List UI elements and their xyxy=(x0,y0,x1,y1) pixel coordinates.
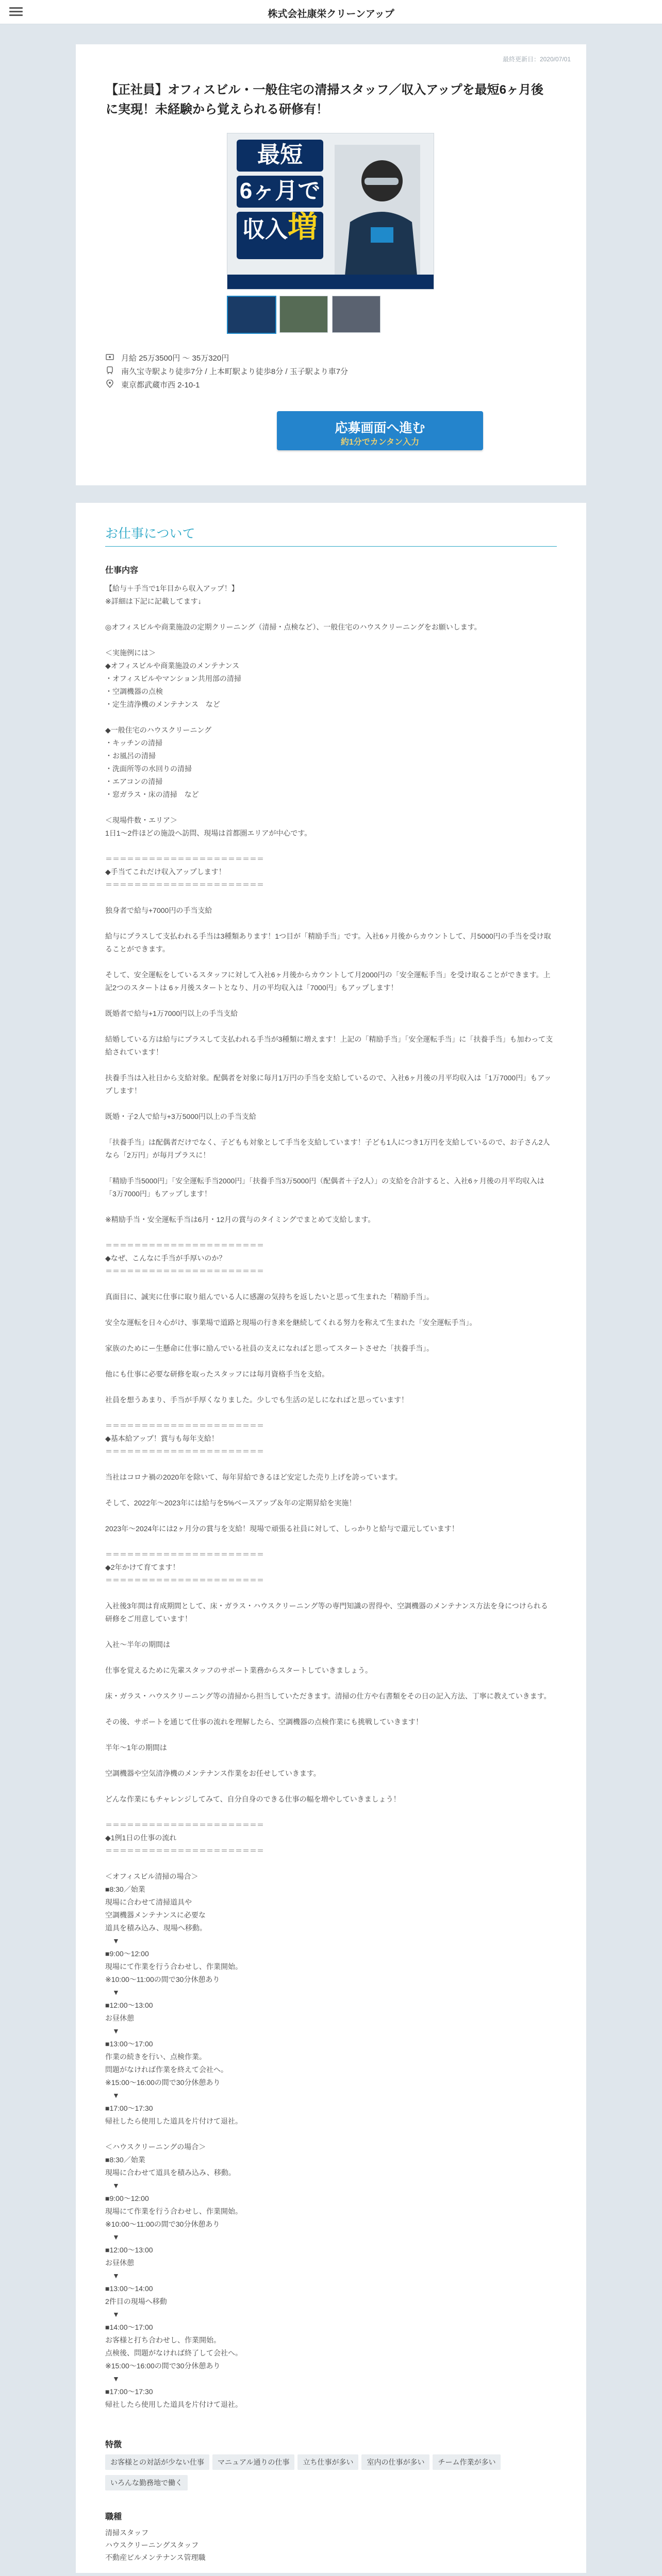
description-paragraph: 真面目に、誠実に仕事に取り組んでいる人に感謝の気持ちを返したいと思って生まれた「精励手当」。 xyxy=(105,1293,434,1301)
paragraph-gap xyxy=(105,1625,554,1638)
feature-tag: いろんな勤務地で働く xyxy=(105,2475,188,2490)
content-heading: 仕事内容 xyxy=(105,566,139,575)
paragraph-gap xyxy=(105,1780,554,1793)
paragraph-gap xyxy=(105,711,554,724)
thumbnail-2[interactable] xyxy=(279,296,328,333)
description-paragraph: 入社～半年の期間は xyxy=(105,1640,170,1649)
description-paragraph: 「精励手当5000円」「安全運転手当2000円」「扶養手当3万5000円（配偶者＋子2人）」の支給を合計すると、入社6ヶ月後の月平均収入は「3万7000円」もアップします！ xyxy=(105,1177,544,1198)
worker-illustration xyxy=(335,145,420,276)
description-paragraph: その後、サポートを通じて仕事の流れを理解したら、空調機器の点検作業にも挑戦していきます！ xyxy=(105,1718,423,1726)
feature-tag: チーム作業が多い xyxy=(433,2454,501,2470)
paragraph-gap xyxy=(105,1303,554,1316)
description-paragraph: 給与にプラスして支払われる手当は3種類あります！1つ目が「精励手当」です。入社6ヶ月後からカウントして、月5000円の手当を受け取ることができます。 xyxy=(105,932,551,953)
paragraph-gap xyxy=(105,1278,554,1291)
description-paragraph: ＜オフィスビル清掃の場合＞ ■8:30／始業 現場に合わせて清掃道具や 空調機器メンテナンスに必要な 道具を積み込み、現場へ移動。 ▼ ■9:00～12:00 現場にて作業を行う合わせし、作業開始。 ※10:00～11:00の間で30分休憩あり ▼ ■12:00～13:00 お昼休憩 ▼ ■13:00～17:00 作業の続きを行い、点検作業。 問題がなければ作業を終えて会社へ。 ※15:00～16:00の間で30分休憩あり ▼ ■17:00～17:30 帰社したら使用した道具を片付けて退社。 xyxy=(105,1872,242,2125)
thumbnail-3[interactable] xyxy=(332,296,380,333)
paragraph-gap xyxy=(105,1728,554,1741)
work-section xyxy=(76,503,586,2573)
updated-date: 最終更新日：2020/07/01 xyxy=(502,56,571,63)
paragraph-gap xyxy=(105,1329,554,1342)
job-title: 【正社員】オフィスビル・一般住宅の清掃スタッフ／収入アップを最短6ヶ月後に実現！未経験から覚えられる研修有！ xyxy=(106,83,544,116)
description-paragraph: 既婚・子2人で給与+3万5000円以上の手当支給 xyxy=(105,1112,256,1121)
description-paragraph: 【給与＋手当で1年目から収入アップ！】 ※詳細は下記に記載してます↓ xyxy=(105,584,239,605)
paragraph-gap xyxy=(105,840,554,853)
hero-image[interactable] xyxy=(227,133,434,290)
hero-caption-bar xyxy=(227,275,434,289)
description-paragraph: ＝＝＝＝＝＝＝＝＝＝＝＝＝＝＝＝＝＝＝＝＝＝ ◆2年かけて育てます！ ＝＝＝＝＝＝＝＝＝＝＝＝＝＝＝＝＝＝＝＝＝＝ xyxy=(105,1550,264,1584)
description-paragraph: ＜現場件数・エリア＞ 1日1～2件ほどの施設へ訪問、現場は首都圏エリアが中心です。 xyxy=(105,816,312,837)
paragraph-gap xyxy=(105,917,554,930)
description-paragraph: ＜実施例には＞ ◆オフィスビルや商業施設のメンテナンス ・オフィスビルやマンション共用部の清掃 ・空調機器の点検 ・定生清浄機のメンテナンス など xyxy=(105,649,241,708)
paragraph-gap xyxy=(105,1059,554,1072)
description-paragraph: どんな作業にもチャレンジしてみて、自分自身のできる仕事の幅を増やしていきましょう！ xyxy=(105,1795,401,1803)
description-paragraph: ◎オフィスビルや商業施設の定期クリーニング（清掃・点検など）、一般住宅のハウスクリーニングをお願いします。 xyxy=(105,623,482,631)
description-paragraph: 家族のためにー生懸命に仕事に励んでいる社員の支えになればと思ってスタートさせた「扶養手当」。 xyxy=(105,1344,434,1352)
paragraph-gap xyxy=(105,891,554,904)
description-paragraph: ※精励手当・安全運転手当は6月・12月の賞与のタイミングでまとめて支給します。 xyxy=(105,1215,375,1224)
feature-tag: 立ち仕事が多い xyxy=(297,2454,358,2470)
description-paragraph: ＝＝＝＝＝＝＝＝＝＝＝＝＝＝＝＝＝＝＝＝＝＝ ◆基本給アップ！賞与も毎年支給！ ＝＝＝＝＝＝＝＝＝＝＝＝＝＝＝＝＝＝＝＝＝＝ xyxy=(105,1421,264,1455)
hero-text-1: 最短 xyxy=(237,140,323,172)
description-paragraph: 2023年～2024年には2ヶ月分の賞与を支給！現場で頑張る社員に対して、しっかりと給与で還元しています！ xyxy=(105,1524,459,1533)
paragraph-gap xyxy=(105,801,554,814)
description-paragraph: 安全な運転を日々心がけ、事業場で道路と現場の行き来を継続してくれる努力を称えて生まれた「安全運転手当」。 xyxy=(105,1318,477,1327)
description-paragraph: ＜ハウスクリーニングの場合＞ ■8:30／始業 現場に合わせて道具を積み込み、移動。 ▼ ■9:00～12:00 現場にて作業を行う合わせし、作業開始。 ※10:00～11:00の間で30分休憩あり ▼ ■12:00～13:00 お昼休憩 ▼ ■13:00～14:00 2件目の現場へ移動 ▼ ■14:00～17:00 お客様と打ち合わせし、作業開始。 点検後、問題がなければ終了して会社へ。 ※15:00～16:00の間で30分休憩あり ▼ ■17:00～17:30 帰社したら使用した道具を片付けて退社。 xyxy=(105,2143,242,2409)
paragraph-gap xyxy=(105,1406,554,1419)
description-paragraph: 社員を想うあまり、手当が手厚くなりました。少しでも生活の足しになればと思っています！ xyxy=(105,1396,408,1404)
description-paragraph: 「扶養手当」は配偶者だけでなく、子どもも対象として手当を支給しています！子ども1人につき1万円を支給しているので、お子さん2人なら「2万円」が毎月プラスに！ xyxy=(105,1138,550,1159)
paragraph-gap xyxy=(105,1458,554,1471)
map-pin-icon xyxy=(106,380,114,388)
jobtype-list: 清掃スタッフ ハウスクリーニングスタッフ 不動産ビルメンテナンス管理職 xyxy=(105,2529,206,2562)
apply-button[interactable] xyxy=(277,411,483,450)
description-paragraph: ＝＝＝＝＝＝＝＝＝＝＝＝＝＝＝＝＝＝＝＝＝＝ ◆なぜ、こんなに手当が手厚いのか？ ＝＝＝＝＝＝＝＝＝＝＝＝＝＝＝＝＝＝＝＝＝＝ xyxy=(105,1241,264,1275)
paragraph-gap xyxy=(105,1020,554,1033)
description-paragraph: ＝＝＝＝＝＝＝＝＝＝＝＝＝＝＝＝＝＝＝＝＝＝ ◆手当てこれだけ収入アップします！ ＝＝＝＝＝＝＝＝＝＝＝＝＝＝＝＝＝＝＝＝＝＝ xyxy=(105,855,264,889)
job-description xyxy=(105,582,554,2424)
apply-button-sublabel: 約1分でカンタン入力 xyxy=(340,438,420,447)
description-paragraph: そして、2022年～2023年には給与を5%ベースアップ＆年の定期昇給を実施！ xyxy=(105,1499,356,1507)
work-heading: お仕事について xyxy=(105,527,195,541)
description-paragraph: 扶養手当は入社日から支給対象。配偶者を対象に毎月1万円の手当を支給しているので、入社6ヶ月後の月平均収入は「1万7000円」もアップします！ xyxy=(105,1074,552,1095)
paragraph-gap xyxy=(105,634,554,647)
yen-icon xyxy=(106,353,114,361)
description-paragraph: 既婚者で給与+1万7000円以上の手当支給 xyxy=(105,1009,238,1018)
jobtype-heading: 職種 xyxy=(105,2513,122,2521)
description-paragraph: 半年～1年の期間は xyxy=(105,1743,167,1752)
feature-tag: お客様との対話が少ない仕事 xyxy=(105,2454,209,2470)
features-tags xyxy=(105,2454,557,2496)
apply-button-label: 応募画面へ進む xyxy=(335,421,425,435)
paragraph-gap xyxy=(105,994,554,1007)
paragraph-gap xyxy=(105,1535,554,1548)
description-paragraph: 当社はコロナ禍の2020年を除いて、毎年昇給できるほど安定した売り上げを誇っています。 xyxy=(105,1473,402,1481)
paragraph-gap xyxy=(105,1123,554,1136)
paragraph-gap xyxy=(105,1677,554,1690)
description-paragraph: 入社後3年間は育成期間として、床・ガラス・ハウスクリーニング等の専門知識の習得や、空調機器のメンテナンス方法を身につけられる研修をご用意しています！ xyxy=(105,1602,548,1623)
paragraph-gap xyxy=(105,956,554,969)
description-paragraph: 結婚している方は給与にプラスして支払われる手当が3種類に増えます！上記の「精励手当」「安全運転手当」に「扶養手当」も加わって支給されています！ xyxy=(105,1035,553,1056)
feature-tag: マニュアル通りの仕事 xyxy=(212,2454,294,2470)
description-paragraph: ◆一般住宅のハウスクリーニング ・キッチンの清掃 ・お風呂の清掃 ・洗面所等の水回りの清掃 ・エアコンの清掃 ・窓ガラス・床の清掃 など xyxy=(105,726,212,799)
description-paragraph: ＝＝＝＝＝＝＝＝＝＝＝＝＝＝＝＝＝＝＝＝＝＝ ◆1例1日の仕事の流れ ＝＝＝＝＝＝＝＝＝＝＝＝＝＝＝＝＝＝＝＝＝＝ xyxy=(105,1821,264,1855)
description-paragraph: 空調機器や空気清浄機のメンテナンス作業をお任せしていきます。 xyxy=(105,1769,321,1777)
paragraph-gap xyxy=(105,1587,554,1600)
feature-tag: 室内の仕事が多い xyxy=(361,2454,429,2470)
hero-text-3: 収入増 xyxy=(237,212,323,259)
paragraph-gap xyxy=(105,1510,554,1522)
work-heading-divider xyxy=(105,546,557,547)
description-paragraph: 他にも仕事に必要な研修を取ったスタッフには毎月資格手当を支給。 xyxy=(105,1370,329,1378)
hero-text-2: 6ヶ月で xyxy=(237,176,323,208)
paragraph-gap xyxy=(105,1484,554,1497)
thumbnail-1[interactable] xyxy=(227,296,276,334)
description-paragraph: 独身者で給与+7000円の手当支給 xyxy=(105,906,212,914)
paragraph-gap xyxy=(105,1097,554,1110)
paragraph-gap xyxy=(105,1381,554,1394)
paragraph-gap xyxy=(105,1703,554,1716)
paragraph-gap xyxy=(105,2411,554,2424)
paragraph-gap xyxy=(105,1651,554,1664)
top-bar xyxy=(0,0,662,24)
train-icon xyxy=(106,366,114,375)
paragraph-gap xyxy=(105,1355,554,1368)
paragraph-gap xyxy=(105,1857,554,1870)
company-name: 株式会社康栄クリーンアップ xyxy=(268,9,394,20)
paragraph-gap xyxy=(105,1806,554,1819)
paragraph-gap xyxy=(105,1200,554,1213)
features-heading: 特徴 xyxy=(105,2441,122,2449)
description-paragraph: そして、安全運転をしているスタッフに対して入社6ヶ月後からカウントして月2000円の「安全運転手当」を受け取ることができます。上記2つのスタートは 6ヶ月後スタートとなり、月の平均収入は「7000円」もアップします！ xyxy=(105,971,551,992)
description-paragraph: 仕事を覚えるために先輩スタッフのサポート業務からスタートしていきましょう。 xyxy=(105,1666,372,1674)
paragraph-gap xyxy=(105,1162,554,1175)
paragraph-gap xyxy=(105,1754,554,1767)
paragraph-gap xyxy=(105,1226,554,1239)
paragraph-gap xyxy=(105,2128,554,2141)
paragraph-gap xyxy=(105,608,554,621)
description-paragraph: 床・ガラス・ハウスクリーニング等の清掃から担当していただきます。清掃の仕方や右書類をその日の記入方法、丁寧に教えていきます。 xyxy=(105,1692,551,1700)
job-summary-card: 最終更新日：2020/07/01 【正社員】オフィスビル・一般住宅の清掃スタッフ／収入アップを最短6ヶ月後に実現！未経験から覚えられる研修有！ 最短 6ヶ月で 収入増 月給 25万3500円 ～ 35万320円 南久宝寺駅より徒歩7分 / 上本町駅より徒歩8分 / 玉子駅より車7分 東京都武蔵市西 2-10-1 応募画面へ進む 約1分でカンタン入力 xyxy=(76,44,586,485)
